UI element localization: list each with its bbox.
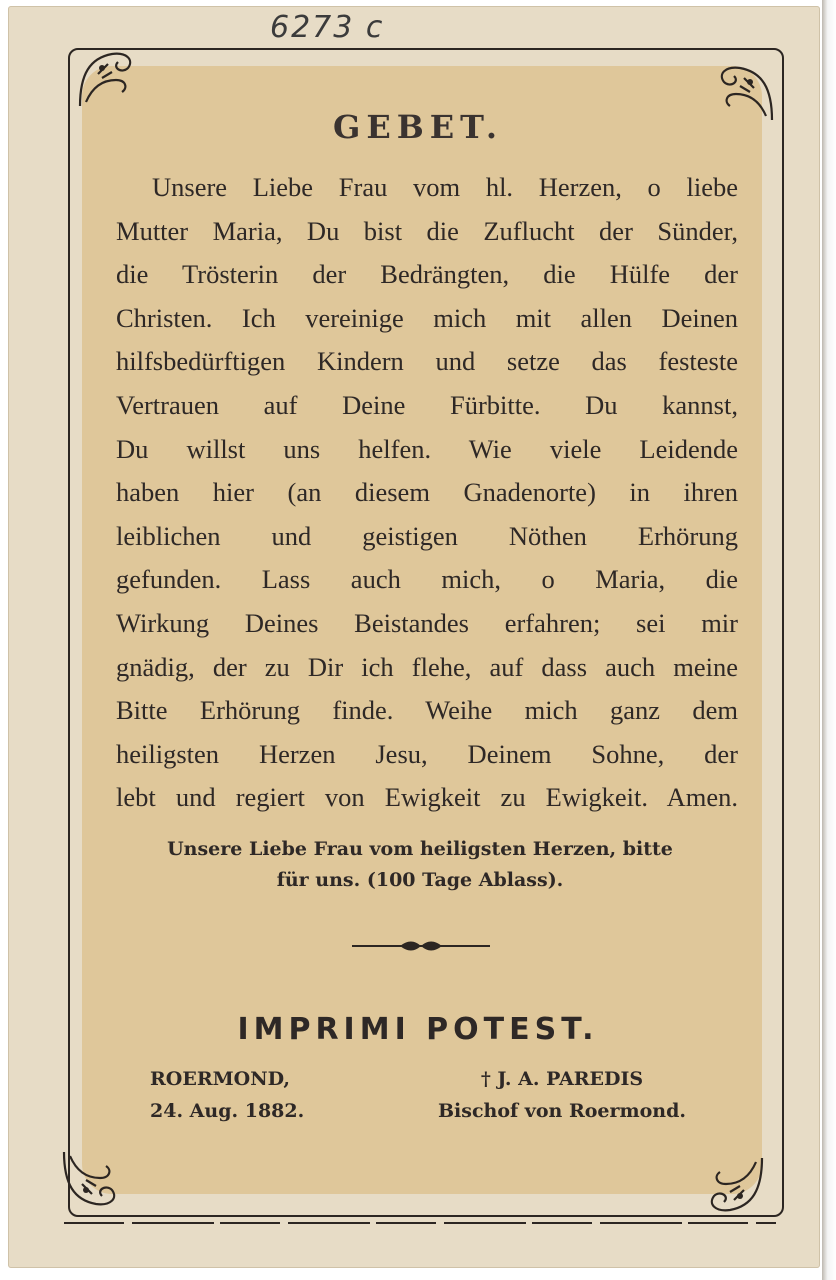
prayer-line: die Trösterin der Bedrängten, die Hülfe der (116, 259, 738, 290)
plea-line: Unsere Liebe Frau vom heiligsten Herzen, bitte (167, 838, 673, 860)
prayer-line: hilfsbedürftigen Kindern und setze das festeste (116, 346, 738, 377)
scan-edge (822, 0, 836, 1280)
prayer-line: heiligsten Herzen Jesu, Deinem Sohne, der (116, 738, 738, 769)
corner-ornament-top-left-icon (72, 44, 142, 114)
imprimatur-heading: IMPRIMI POTEST. (237, 1012, 599, 1047)
bottom-border-rule (64, 1222, 776, 1224)
signatory-name: † J. A. PAREDIS (480, 1068, 644, 1090)
prayer-line: Bitte Erhörung finde. Weihe mich ganz dem (116, 695, 738, 726)
signatory-title: Bischof von Roermond. (437, 1100, 686, 1122)
plea-line: für uns. (100 Tage Ablass). (276, 869, 564, 891)
prayer-line: Vertrauen auf Deine Fürbitte. Du kannst, (116, 389, 738, 420)
approval-signatory (424, 1063, 700, 1127)
prayer-line: gnädig, der zu Dir ich flehe, auf dass auch meine (116, 651, 738, 682)
date-label: 24. Aug. 1882. (150, 1100, 305, 1122)
corner-ornament-bottom-left-icon (56, 1144, 126, 1214)
place-label: ROERMOND, (150, 1068, 290, 1090)
corner-ornament-bottom-right-icon (700, 1150, 770, 1220)
prayer-line: Unsere Liebe Frau vom hl. Herzen, o liebe (152, 172, 738, 202)
archive-number: 6273 c (270, 10, 385, 45)
prayer-line: gefunden. Lass auch mich, o Maria, die (116, 564, 738, 595)
indulgence-plea (120, 834, 720, 896)
prayer-title: GEBET. (333, 108, 503, 146)
ornamental-divider-icon (350, 938, 492, 954)
prayer-line: Mutter Maria, Du bist die Zuflucht der Sünder, (116, 215, 738, 246)
prayer-line: Du willst uns helfen. Wie viele Leidende (116, 433, 738, 464)
prayer-line: lebt und regiert von Ewigkeit zu Ewigkeit. Amen. (116, 782, 738, 813)
prayer-line: leiblichen und geistigen Nöthen Erhörung (116, 520, 738, 551)
prayer-line: Christen. Ich vereinige mich mit allen Deinen (116, 302, 738, 333)
prayer-line: Wirkung Deines Beistandes erfahren; sei mir (116, 607, 738, 638)
prayer-line: haben hier (an diesem Gnadenorte) in ihren (116, 477, 738, 508)
prayer-text (116, 166, 738, 820)
approval-place-date (150, 1063, 304, 1127)
